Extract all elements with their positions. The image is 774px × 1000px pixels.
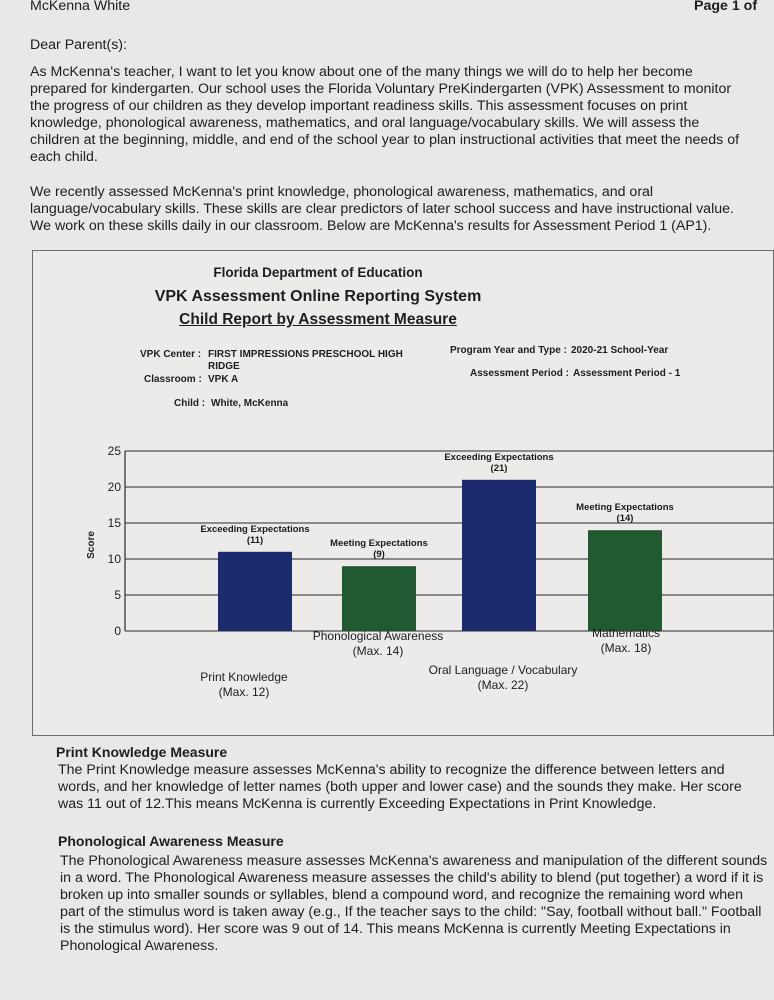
category-max-oral-language: (Max. 22) [477, 678, 529, 692]
category-max-mathematics: (Max. 18) [600, 641, 652, 655]
y-axis-label: Score [86, 531, 97, 559]
category-max-print-knowledge: (Max. 12) [218, 685, 270, 699]
vpk-center-value: FIRST IMPRESSIONS PRESCHOOL HIGH [208, 349, 403, 360]
system-title: VPK Assessment Online Reporting System [154, 288, 482, 305]
bar-status-label: Exceeding Expectations [200, 523, 310, 535]
bar-print-knowledge [218, 552, 292, 631]
bar-value-label: (9) [373, 549, 385, 561]
para-line: each child. [30, 149, 98, 165]
body-line: broken up into smaller sounds or syllables, blend a compound word, and recognize the remaining word when [60, 887, 743, 903]
bar-value-label: (11) [246, 534, 264, 546]
body-line: The Phonological Awareness measure assesses McKenna's awareness and manipulation of the different sounds [60, 853, 768, 869]
chart-bars [200, 452, 673, 631]
bar-oral-language-vocabulary [462, 480, 536, 631]
report-title [0, 311, 688, 329]
para-line: prepared for kindergarten. Our school uses the Florida Voluntary PreKindergarten (VPK) Assessment to monitor [30, 81, 732, 97]
child-label: Child : [174, 398, 206, 409]
body-line: part of the stimulus word is taken away (e.g., If the teacher says to the child: "Say, football without ball." Football [60, 904, 762, 920]
student-name-header: McKenna White [30, 0, 131, 14]
program-value: 2020-21 School-Year [571, 345, 669, 356]
child-value: White, McKenna [211, 398, 289, 409]
phonological-awareness-heading: Phonological Awareness Measure [58, 833, 284, 849]
bar-status-label: Exceeding Expectations [444, 451, 554, 463]
para-line: We work on these skills daily in our classroom. Below are McKenna's results for Assessment Period 1 (AP1). [30, 218, 712, 234]
score-bar-chart [33, 437, 773, 737]
page-number: Page 1 of [694, 0, 758, 14]
y-tick-label: 20 [107, 480, 121, 494]
report-box [32, 250, 774, 736]
bar-mathematics [588, 530, 662, 631]
bar-value-label: (21) [490, 462, 508, 474]
category-label-oral-language: Oral Language / Vocabulary [428, 663, 578, 677]
period-value: Assessment Period - 1 [573, 368, 681, 379]
y-tick-label: 10 [107, 552, 121, 566]
y-tick-label: 15 [107, 516, 121, 530]
para-line: We recently assessed McKenna's print knowledge, phonological awareness, mathematics, and oral [30, 184, 654, 200]
report-title-text: Child Report by Assessment Measure [179, 311, 457, 328]
para-line: language/vocabulary skills. These skills are clear predictors of later school success and have instructional value. [30, 201, 734, 217]
body-line: words, and her knowledge of letter names (both upper and lower case) and the sounds they make. Her score [58, 779, 742, 795]
body-line: The Print Knowledge measure assesses McKenna's ability to recognize the difference between letters and [58, 762, 725, 778]
classroom-label: Classroom : [144, 374, 202, 385]
vpk-center-value-2: RIDGE [208, 361, 240, 372]
para-line: As McKenna's teacher, I want to let you know about one of the many things we will do to help her become [30, 64, 693, 80]
y-tick-label: 25 [107, 444, 121, 458]
body-line: Phonological Awareness. [60, 938, 219, 954]
para-line: children at the beginning, middle, and end of the school year to plan instructional activities that meet the needs of [30, 132, 740, 148]
para-line: knowledge, phonological awareness, mathematics, and oral language/vocabulary skills. We will assess the [30, 115, 700, 131]
body-line: is the stimulus word). Her score was 9 out of 14. This means McKenna is currently Meeting Expectations in [60, 921, 731, 937]
body-line: was 11 out of 12.This means McKenna is currently Exceeding Expectations in Print Knowledge. [58, 796, 657, 812]
bar-phonological-awareness [342, 566, 416, 631]
bar-value-label: (14) [616, 513, 634, 525]
salutation: Dear Parent(s): [30, 37, 127, 53]
classroom-value: VPK A [208, 374, 239, 385]
para-line: the progress of our children as they develop important readiness skills. This assessment focuses on print [30, 98, 688, 114]
y-tick-label: 0 [114, 624, 121, 638]
program-label: Program Year and Type : [450, 345, 567, 356]
category-label-mathematics: Mathematics [591, 626, 661, 640]
department-title: Florida Department of Education [213, 265, 423, 280]
print-knowledge-heading: Print Knowledge Measure [56, 744, 228, 760]
category-label-phonological-awareness: Phonological Awareness [312, 629, 444, 643]
category-max-phonological-awareness: (Max. 14) [352, 644, 404, 658]
period-label: Assessment Period : [470, 368, 569, 379]
bar-status-label: Meeting Expectations [576, 502, 674, 514]
bar-status-label: Meeting Expectations [330, 538, 428, 550]
y-tick-label: 5 [114, 588, 121, 602]
vpk-center-label: VPK Center : [140, 349, 202, 360]
body-line: in a word. The Phonological Awareness measure assesses the child's ability to blend (put together) a word if it is [60, 870, 764, 886]
chart-axes [108, 444, 125, 638]
category-label-print-knowledge: Print Knowledge [200, 670, 288, 684]
